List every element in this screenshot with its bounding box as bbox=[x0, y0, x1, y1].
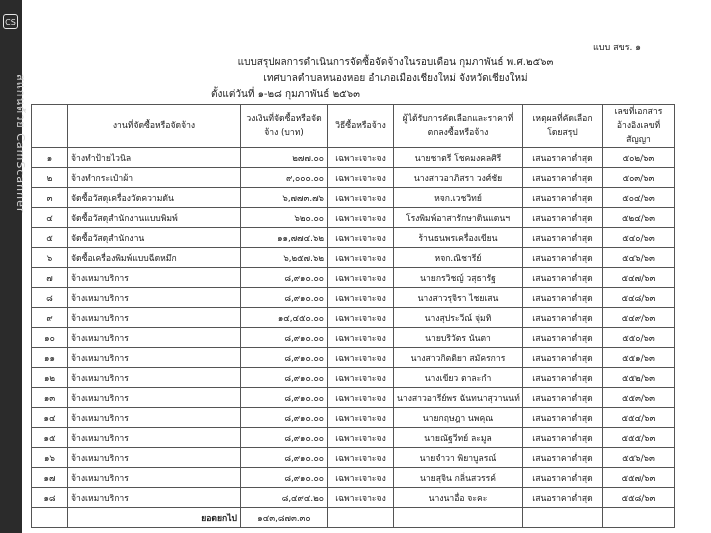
table-header-row bbox=[32, 105, 675, 148]
total-amount: ๑๔๓,๘๗๓.๓๐ bbox=[241, 508, 328, 528]
work-description: จ้างเหมาบริการ bbox=[68, 488, 241, 508]
selection-reason: เสนอราคาต่ำสุด bbox=[523, 208, 603, 228]
work-description: จัดซื้อเครื่องพิมพ์แบบฉีดหมึก bbox=[68, 248, 241, 268]
row-number: ๙ bbox=[32, 308, 68, 328]
selected-vendor: หจก.เวชวิทย์ bbox=[394, 188, 523, 208]
table-row bbox=[32, 288, 675, 308]
table-row bbox=[32, 468, 675, 488]
document-reference: ๕๔๗/๖๓ bbox=[603, 268, 675, 288]
row-number: ๓ bbox=[32, 188, 68, 208]
selected-vendor: นายบริวัตร นันตา bbox=[394, 328, 523, 348]
row-number: ๑๑ bbox=[32, 348, 68, 368]
procurement-method: เฉพาะเจาะจง bbox=[328, 488, 394, 508]
header-no bbox=[32, 105, 68, 148]
table-row bbox=[32, 308, 675, 328]
selection-reason: เสนอราคาต่ำสุด bbox=[523, 448, 603, 468]
work-description: จัดซื้อวัสดุสำนักงานแบบพิมพ์ bbox=[68, 208, 241, 228]
procurement-method: เฉพาะเจาะจง bbox=[328, 268, 394, 288]
table-row bbox=[32, 208, 675, 228]
selected-vendor: โรงพิมพ์อาสารักษาดินแดนฯ bbox=[394, 208, 523, 228]
procurement-method: เฉพาะเจาะจง bbox=[328, 248, 394, 268]
header-reason: เหตุผลที่คัดเลือกโดยสรุป bbox=[523, 105, 603, 148]
selected-vendor: นายกรวิชญ์ วสุธารัฐ bbox=[394, 268, 523, 288]
row-number: ๑ bbox=[32, 148, 68, 168]
table-row bbox=[32, 188, 675, 208]
selection-reason: เสนอราคาต่ำสุด bbox=[523, 228, 603, 248]
scanner-sidebar bbox=[0, 0, 27, 533]
budget-amount: ๖๒๐.๐๐ bbox=[241, 208, 328, 228]
selection-reason: เสนอราคาต่ำสุด bbox=[523, 168, 603, 188]
row-number: ๑๔ bbox=[32, 408, 68, 428]
selection-reason: เสนอราคาต่ำสุด bbox=[523, 408, 603, 428]
form-code: แบบ สขร. ๑ bbox=[592, 43, 641, 53]
work-description: จ้างเหมาบริการ bbox=[68, 308, 241, 328]
selection-reason: เสนอราคาต่ำสุด bbox=[523, 468, 603, 488]
table-row bbox=[32, 328, 675, 348]
work-description: จ้างเหมาบริการ bbox=[68, 388, 241, 408]
procurement-method: เฉพาะเจาะจง bbox=[328, 288, 394, 308]
selected-vendor: นางเขียว ตาละกำ bbox=[394, 368, 523, 388]
document-reference: ๕๔๖/๖๓ bbox=[603, 248, 675, 268]
table-row bbox=[32, 388, 675, 408]
document-title: แบบสรุปผลการดำเนินการจัดซื้อจัดจ้างในรอบเดือน กุมภาพันธ์ พ.ศ.๒๕๖๓ bbox=[237, 57, 554, 68]
procurement-method: เฉพาะเจาะจง bbox=[328, 148, 394, 168]
document-reference: ๕๔๐/๖๓ bbox=[603, 228, 675, 248]
budget-amount: ๘,๙๑๐.๐๐ bbox=[241, 348, 328, 368]
row-number: ๑๐ bbox=[32, 328, 68, 348]
procurement-method: เฉพาะเจาะจง bbox=[328, 428, 394, 448]
document-reference: ๕๕๕/๖๓ bbox=[603, 428, 675, 448]
work-description: จ้างเหมาบริการ bbox=[68, 468, 241, 488]
budget-amount: ๘,๙๑๐.๐๐ bbox=[241, 428, 328, 448]
row-number: ๗ bbox=[32, 268, 68, 288]
document-reference: ๕๐๔/๖๓ bbox=[603, 188, 675, 208]
header-method: วิธีซื้อหรือจ้าง bbox=[328, 105, 394, 148]
work-description: จ้างทำป้ายไวนิล bbox=[68, 148, 241, 168]
row-number: ๑๓ bbox=[32, 388, 68, 408]
document-reference: ๕๕๑/๖๓ bbox=[603, 348, 675, 368]
selection-reason: เสนอราคาต่ำสุด bbox=[523, 368, 603, 388]
row-number: ๔ bbox=[32, 208, 68, 228]
table-row bbox=[32, 228, 675, 248]
budget-amount: ๖,๒๕๗.๖๒ bbox=[241, 248, 328, 268]
document-reference: ๕๕๒/๖๓ bbox=[603, 368, 675, 388]
budget-amount: ๘,๙๑๐.๐๐ bbox=[241, 468, 328, 488]
header-work: งานที่จัดซื้อหรือจัดจ้าง bbox=[68, 105, 241, 148]
procurement-method: เฉพาะเจาะจง bbox=[328, 188, 394, 208]
selection-reason: เสนอราคาต่ำสุด bbox=[523, 148, 603, 168]
row-number: ๖ bbox=[32, 248, 68, 268]
selection-reason: เสนอราคาต่ำสุด bbox=[523, 268, 603, 288]
selection-reason: เสนอราคาต่ำสุด bbox=[523, 428, 603, 448]
document-reference: ๕๒๔/๖๓ bbox=[603, 208, 675, 228]
budget-amount: ๒๗๗.๐๐ bbox=[241, 148, 328, 168]
selected-vendor: นายชาตรี โชคมงคลศิรี bbox=[394, 148, 523, 168]
work-description: จ้างเหมาบริการ bbox=[68, 288, 241, 308]
procurement-method: เฉพาะเจาะจง bbox=[328, 348, 394, 368]
document-subtitle: เทศบาลตำบลหนองหอย อำเภอเมืองเชียงใหม่ จังหวัดเชียงใหม่ bbox=[263, 73, 528, 84]
document-reference: ๕๔๙/๖๓ bbox=[603, 308, 675, 328]
header-winner: ผู้ได้รับการคัดเลือกและราคาที่ตกลงซื้อหรือจ้าง bbox=[394, 105, 523, 148]
selection-reason: เสนอราคาต่ำสุด bbox=[523, 388, 603, 408]
procurement-method: เฉพาะเจาะจง bbox=[328, 168, 394, 188]
table-row bbox=[32, 368, 675, 388]
procurement-method: เฉพาะเจาะจง bbox=[328, 368, 394, 388]
procurement-method: เฉพาะเจาะจง bbox=[328, 468, 394, 488]
row-number: ๑๗ bbox=[32, 468, 68, 488]
total-label: ยอดยกไป bbox=[68, 508, 241, 528]
work-description: จัดซื้อวัสดุสำนักงาน bbox=[68, 228, 241, 248]
header-budget: วงเงินที่จัดซื้อหรือจัดจ้าง (บาท) bbox=[241, 105, 328, 148]
document-reference: ๕๐๒/๖๓ bbox=[603, 148, 675, 168]
selected-vendor: นายณัฐวีทย์ ละมูล bbox=[394, 428, 523, 448]
budget-amount: ๘,๙๑๐.๐๐ bbox=[241, 448, 328, 468]
work-description: จ้างเหมาบริการ bbox=[68, 408, 241, 428]
budget-amount: ๘,๙๑๐.๐๐ bbox=[241, 368, 328, 388]
procurement-method: เฉพาะเจาะจง bbox=[328, 208, 394, 228]
budget-amount: ๘,๙๑๐.๐๐ bbox=[241, 408, 328, 428]
table-row bbox=[32, 168, 675, 188]
budget-amount: ๖,๗๗๓.๗๖ bbox=[241, 188, 328, 208]
camscanner-logo-icon: CS bbox=[3, 14, 18, 29]
selected-vendor: นางสุประวีณ์ จุ่มทิ bbox=[394, 308, 523, 328]
budget-amount: ๑๑,๗๗๔.๖๒ bbox=[241, 228, 328, 248]
procurement-method: เฉพาะเจาะจง bbox=[328, 328, 394, 348]
document-reference: ๕๕๗/๖๓ bbox=[603, 468, 675, 488]
selected-vendor: นางสาวอารีย์พร ฉันทนาสุวานนท์ bbox=[394, 388, 523, 408]
selection-reason: เสนอราคาต่ำสุด bbox=[523, 328, 603, 348]
budget-amount: ๙,๐๐๐.๐๐ bbox=[241, 168, 328, 188]
header-doc: เลขที่เอกสารอ้างอิงเลขที่สัญญา bbox=[603, 105, 675, 148]
procurement-table bbox=[31, 104, 675, 528]
budget-amount: ๘,๙๑๐.๐๐ bbox=[241, 328, 328, 348]
selected-vendor: นางสาวรุจิรา ไชยเสน bbox=[394, 288, 523, 308]
selected-vendor: ร้านธนพรเครื่องเขียน bbox=[394, 228, 523, 248]
selected-vendor: นางนาอื่อ จะคะ bbox=[394, 488, 523, 508]
document-reference: ๕๐๓/๖๓ bbox=[603, 168, 675, 188]
procurement-method: เฉพาะเจาะจง bbox=[328, 448, 394, 468]
selection-reason: เสนอราคาต่ำสุด bbox=[523, 288, 603, 308]
selection-reason: เสนอราคาต่ำสุด bbox=[523, 308, 603, 328]
selected-vendor: นายจำวา พิยาบูลรณ์ bbox=[394, 448, 523, 468]
table-row bbox=[32, 488, 675, 508]
table-row bbox=[32, 248, 675, 268]
budget-amount: ๘,๙๑๐.๐๐ bbox=[241, 388, 328, 408]
budget-amount: ๘,๙๑๐.๐๐ bbox=[241, 288, 328, 308]
row-number: ๑๒ bbox=[32, 368, 68, 388]
document-reference: ๕๕๔/๖๓ bbox=[603, 408, 675, 428]
procurement-method: เฉพาะเจาะจง bbox=[328, 388, 394, 408]
table-row bbox=[32, 268, 675, 288]
selection-reason: เสนอราคาต่ำสุด bbox=[523, 348, 603, 368]
work-description: จ้างเหมาบริการ bbox=[68, 328, 241, 348]
row-number: ๑๘ bbox=[32, 488, 68, 508]
row-number: ๒ bbox=[32, 168, 68, 188]
document-date-range: ตั้งแต่วันที่ ๑-๒๘ กุมภาพันธ์ ๒๕๖๓ bbox=[211, 89, 360, 100]
selection-reason: เสนอราคาต่ำสุด bbox=[523, 488, 603, 508]
row-number: ๕ bbox=[32, 228, 68, 248]
procurement-method: เฉพาะเจาะจง bbox=[328, 408, 394, 428]
selected-vendor: นางสาวกิตติยา สมัครการ bbox=[394, 348, 523, 368]
budget-amount: ๘,๙๑๐.๐๐ bbox=[241, 268, 328, 288]
procurement-method: เฉพาะเจาะจง bbox=[328, 308, 394, 328]
scanner-watermark-text: สแกนด้วย CamScanner bbox=[14, 74, 27, 214]
document-reference: ๕๕๖/๖๓ bbox=[603, 448, 675, 468]
document-reference: ๕๔๘/๖๓ bbox=[603, 288, 675, 308]
work-description: จ้างเหมาบริการ bbox=[68, 428, 241, 448]
selected-vendor: นางสาวอาภิสรา วงศ์ชัย bbox=[394, 168, 523, 188]
table-row bbox=[32, 148, 675, 168]
selected-vendor: นายสุจิน กลิ่นสวรรค์ bbox=[394, 468, 523, 488]
row-number: ๑๖ bbox=[32, 448, 68, 468]
row-number: ๘ bbox=[32, 288, 68, 308]
document-reference: ๕๕๘/๖๓ bbox=[603, 488, 675, 508]
table-row bbox=[32, 408, 675, 428]
selected-vendor: นายกฤษฎา นพคุณ bbox=[394, 408, 523, 428]
table-row bbox=[32, 348, 675, 368]
procurement-method: เฉพาะเจาะจง bbox=[328, 228, 394, 248]
selection-reason: เสนอราคาต่ำสุด bbox=[523, 188, 603, 208]
table-row bbox=[32, 448, 675, 468]
table-row bbox=[32, 428, 675, 448]
work-description: จัดซื้อวัสดุเครื่องวัดความดัน bbox=[68, 188, 241, 208]
total-row bbox=[32, 508, 675, 528]
row-number: ๑๕ bbox=[32, 428, 68, 448]
work-description: จ้างเหมาบริการ bbox=[68, 348, 241, 368]
document-reference: ๕๕๓/๖๓ bbox=[603, 388, 675, 408]
work-description: จ้างเหมาบริการ bbox=[68, 268, 241, 288]
work-description: จ้างทำกระเป๋าผ้า bbox=[68, 168, 241, 188]
selection-reason: เสนอราคาต่ำสุด bbox=[523, 248, 603, 268]
selected-vendor: หจก.ณิชารีย์ bbox=[394, 248, 523, 268]
work-description: จ้างเหมาบริการ bbox=[68, 448, 241, 468]
budget-amount: ๑๔,๔๕๐.๐๐ bbox=[241, 308, 328, 328]
work-description: จ้างเหมาบริการ bbox=[68, 368, 241, 388]
budget-amount: ๘,๔๙๔.๒๐ bbox=[241, 488, 328, 508]
document-reference: ๕๕๐/๖๓ bbox=[603, 328, 675, 348]
